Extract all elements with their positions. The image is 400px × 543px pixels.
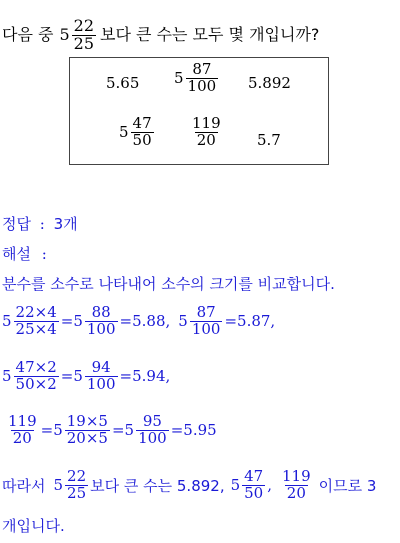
- conclusion-whole-2: 5: [230, 476, 241, 495]
- line1-den-1: 25×4: [15, 319, 57, 338]
- line3-den-2: 20×5: [66, 428, 108, 447]
- line2-fraction-1: [14, 360, 59, 393]
- line2-fraction-2: [85, 360, 118, 393]
- choice-3-value: 5.892: [248, 74, 291, 92]
- choice-5-den: 20: [196, 130, 216, 149]
- line3-whole-3: 5: [124, 421, 135, 440]
- line3-den-1: 20: [12, 428, 32, 447]
- conclusion-comma: ,: [267, 476, 273, 495]
- conclusion-num-2: 47: [244, 467, 264, 485]
- line1-eq-1: =: [60, 312, 74, 331]
- choice-4: [119, 116, 156, 149]
- line1-fraction-3: [190, 305, 223, 338]
- conclusion-num-3: 119: [282, 467, 311, 485]
- choice-4-den: 50: [132, 130, 152, 149]
- explanation-line-3: [4, 414, 217, 447]
- choice-5: [188, 116, 225, 149]
- line1-num-2: 88: [91, 303, 111, 321]
- choice-1-value: 5.65: [106, 74, 140, 92]
- choice-2-fraction: [186, 62, 219, 95]
- explanation-label: 해설: [2, 245, 31, 263]
- conclusion-text-1: 따라서: [2, 476, 46, 495]
- line3-num-2: 19×5: [66, 412, 108, 430]
- line2-num-2: 94: [91, 358, 111, 376]
- answer-line: [2, 213, 78, 234]
- question-fraction: [72, 18, 96, 53]
- line1-fraction-2: [85, 305, 118, 338]
- line1-whole-1: 5: [2, 312, 12, 331]
- explanation-intro: 분수를 소수로 나타내어 소수의 크기를 비교합니다.: [2, 275, 335, 293]
- choice-4-fraction: [131, 116, 154, 149]
- conclusion-text-4: 개입니다.: [2, 517, 65, 535]
- line3-fraction-2: [65, 414, 110, 447]
- explanation-colon: :: [41, 245, 47, 263]
- answer-value: 3개: [53, 215, 78, 233]
- explanation-line-1: [2, 305, 275, 338]
- conclusion-fraction-3: [280, 469, 313, 502]
- question-den: 25: [73, 33, 95, 53]
- line3-num-1: 119: [8, 412, 37, 430]
- line1-whole-2: 5: [73, 312, 83, 331]
- explanation-conclusion: [2, 469, 376, 502]
- line3-fraction-3: [136, 414, 169, 447]
- question-mixed-number: [59, 18, 98, 53]
- choice-4-num: 47: [132, 114, 152, 132]
- answer-colon: :: [39, 215, 45, 233]
- line2-den-1: 50×2: [15, 374, 57, 393]
- answer-label: 정답: [2, 215, 31, 233]
- choice-2-den: 100: [187, 76, 217, 95]
- conclusion-text-2: 보다 큰 수는 5.892,: [90, 476, 225, 495]
- choice-2: [174, 62, 220, 95]
- choice-6: [257, 131, 281, 149]
- line1-whole-3: 5: [178, 312, 188, 331]
- question-prefix: 다음 중: [2, 25, 54, 45]
- line3-den-3: 100: [138, 428, 167, 447]
- conclusion-den-1: 25: [67, 483, 87, 502]
- conclusion-den-2: 50: [244, 483, 264, 502]
- conclusion-den-3: 20: [286, 483, 306, 502]
- question-num: 22: [73, 16, 95, 35]
- line2-eq-1: =: [60, 367, 74, 386]
- explanation-header: [2, 243, 47, 264]
- explanation-line-2: [2, 360, 170, 393]
- line2-eq-2: =5.94,: [119, 367, 171, 386]
- line2-num-1: 47×2: [15, 358, 57, 376]
- choice-2-num: 87: [192, 60, 212, 78]
- line3-eq-3: =5.95: [170, 421, 217, 440]
- line3-eq-2: =: [111, 421, 125, 440]
- choice-2-whole: 5: [174, 69, 184, 88]
- question-suffix: 보다 큰 수는 모두 몇 개입니까?: [100, 25, 320, 45]
- choice-5-fraction: [190, 116, 223, 149]
- line3-num-3: 95: [142, 412, 162, 430]
- conclusion-num-1: 22: [67, 467, 87, 485]
- choice-5-num: 119: [192, 114, 221, 132]
- line2-whole-2: 5: [73, 367, 83, 386]
- line1-eq-2: =5.88,: [119, 312, 171, 331]
- conclusion-text-3: 이므로 3: [318, 476, 377, 495]
- choices-box: [69, 57, 329, 165]
- question-whole: 5: [59, 25, 70, 45]
- line3-eq-1: =: [40, 421, 54, 440]
- line3-fraction-1: [6, 414, 39, 447]
- line1-den-2: 100: [86, 319, 116, 338]
- choice-3: [248, 74, 291, 92]
- line2-whole-1: 5: [2, 367, 12, 386]
- line3-whole-2: 5: [53, 421, 63, 440]
- line1-num-3: 87: [196, 303, 216, 321]
- choice-6-value: 5.7: [257, 131, 281, 149]
- line2-den-2: 100: [86, 374, 116, 393]
- question: [2, 18, 319, 53]
- line1-eq-3: =5.87,: [224, 312, 276, 331]
- conclusion-fraction-1: [65, 469, 88, 502]
- choice-4-whole: 5: [119, 123, 129, 142]
- line1-den-3: 100: [191, 319, 221, 338]
- choice-1: [106, 74, 139, 92]
- line1-fraction-1: [14, 305, 59, 338]
- line1-num-1: 22×4: [15, 303, 57, 321]
- conclusion-whole-1: 5: [53, 476, 64, 495]
- conclusion-fraction-2: [242, 469, 265, 502]
